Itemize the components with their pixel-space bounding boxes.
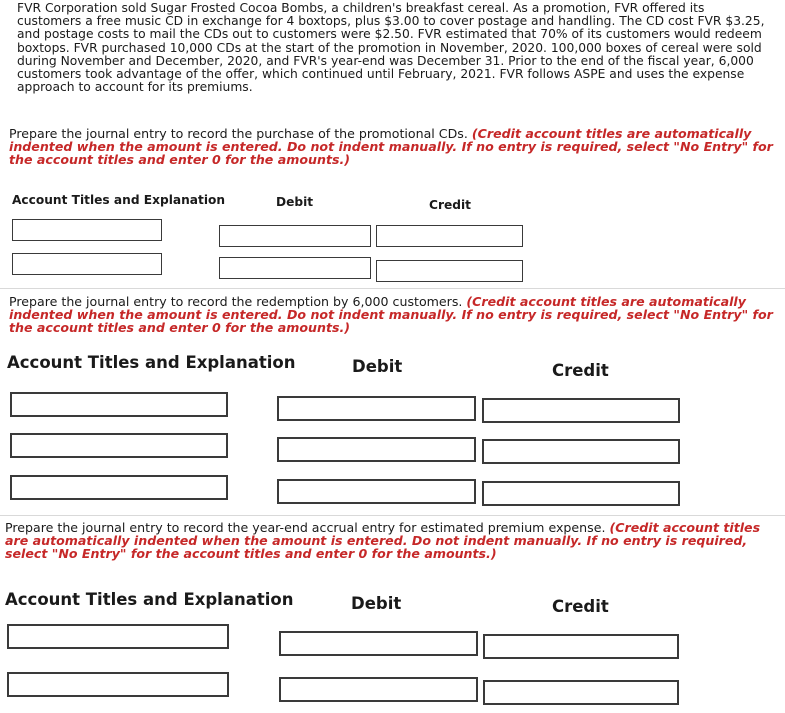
debit-header: Debit — [352, 357, 403, 376]
credit-amount-input[interactable] — [482, 439, 680, 464]
section2-note: (Credit account titles are automatically — [466, 294, 746, 309]
account-title-input[interactable] — [10, 433, 228, 458]
section1-note: (Credit account titles are automatically — [471, 126, 752, 141]
credit-header: Credit — [552, 361, 609, 380]
section1-prompt: Prepare the journal entry to record the purchase of the promotional CDs. — [9, 126, 472, 141]
section2-instructions — [9, 295, 785, 335]
account-title-input[interactable] — [10, 392, 228, 417]
debit-amount-input[interactable] — [277, 437, 476, 462]
account-titles-header: Account Titles and Explanation — [7, 353, 296, 372]
section3-prompt: Prepare the journal entry to record the year-end accrual entry for estimated premium expense. — [5, 520, 610, 535]
debit-header: Debit — [276, 195, 314, 209]
credit-amount-input[interactable] — [376, 225, 523, 247]
section3-note: are automatically indented when the amount is entered. Do not indent manually. If no entry is required, — [5, 533, 748, 549]
account-title-input[interactable] — [7, 672, 229, 697]
debit-amount-input[interactable] — [279, 631, 478, 656]
problem-line: approach to account for its premiums. — [17, 80, 253, 95]
debit-amount-input[interactable] — [277, 479, 476, 504]
credit-header: Credit — [552, 597, 609, 616]
account-title-input[interactable] — [7, 624, 229, 649]
section3-note: (Credit account titles — [609, 520, 761, 535]
problem-line: customers a free music CD in exchange for 4 boxtops, plus $3.00 to cover postage and handling. The CD cost FVR $3.25, — [17, 14, 765, 29]
debit-amount-input[interactable] — [279, 677, 478, 702]
section2-note: indented when the amount is entered. Do not indent manually. If no entry is required, select "No Entry" for — [9, 307, 773, 323]
credit-amount-input[interactable] — [483, 680, 679, 705]
credit-amount-input[interactable] — [483, 634, 679, 659]
section1-note: the account titles and enter 0 for the amounts.) — [9, 152, 350, 168]
debit-header: Debit — [351, 594, 402, 613]
account-title-input[interactable] — [12, 219, 162, 241]
problem-line: and postage costs to mail the CDs out to customers were $2.50. FVR estimated that 70% of its customers would redeem — [17, 27, 762, 42]
account-title-input[interactable] — [10, 475, 228, 500]
section2-note: the account titles and enter 0 for the amounts.) — [9, 320, 350, 336]
credit-amount-input[interactable] — [482, 481, 680, 506]
account-titles-header: Account Titles and Explanation — [12, 193, 226, 207]
problem-line: FVR Corporation sold Sugar Frosted Cocoa Bombs, a children's breakfast cereal. As a promotion, FVR offered its — [17, 1, 705, 15]
debit-amount-input[interactable] — [277, 396, 476, 421]
credit-amount-input[interactable] — [482, 398, 680, 423]
section3-instructions — [5, 521, 781, 561]
debit-amount-input[interactable] — [219, 257, 371, 279]
problem-line: during November and December, 2020, and FVR's year-end was December 31. Prior to the end of the fiscal year, 6,000 — [17, 53, 754, 68]
section2-prompt: Prepare the journal entry to record the redemption by 6,000 customers. — [9, 294, 467, 309]
credit-amount-input[interactable] — [376, 260, 523, 282]
section1-instructions — [9, 127, 785, 167]
problem-statement — [17, 2, 782, 94]
account-titles-header: Account Titles and Explanation — [5, 590, 294, 609]
problem-line: boxtops. FVR purchased 10,000 CDs at the start of the promotion in November, 2020. 100,000 boxes of cereal were sold — [17, 40, 762, 55]
debit-amount-input[interactable] — [219, 225, 371, 247]
section-divider — [0, 288, 785, 289]
credit-header: Credit — [429, 198, 471, 212]
problem-line: customers took advantage of the offer, which continued until February, 2021. FVR follows ASPE and uses the expense — [17, 67, 745, 82]
section3-note: select "No Entry" for the account titles and enter 0 for the amounts.) — [5, 546, 497, 562]
account-title-input[interactable] — [12, 253, 162, 275]
section-divider — [0, 515, 785, 516]
section1-note: indented when the amount is entered. Do not indent manually. If no entry is required, select "No Entry" for — [9, 139, 773, 155]
